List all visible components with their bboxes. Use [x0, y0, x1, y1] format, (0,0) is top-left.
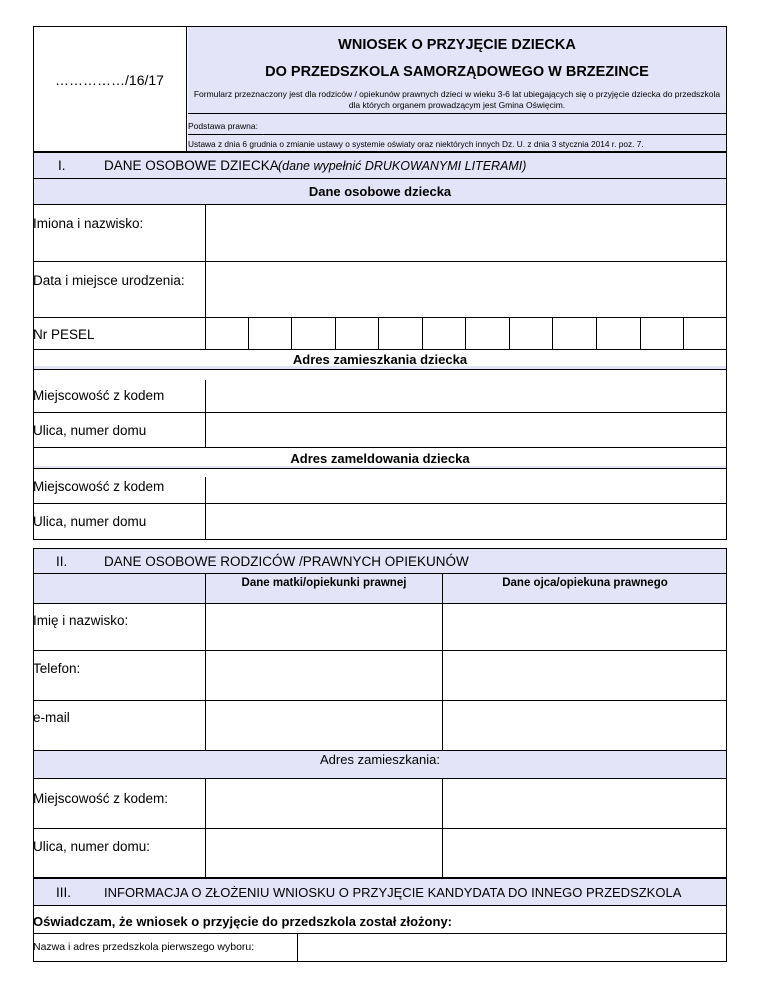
section2-header [33, 548, 727, 574]
pesel-digit-input[interactable] [553, 319, 596, 349]
pesel-cell-divider [509, 318, 510, 350]
section1-title: DANE OSOBOWE DZIECKA [104, 158, 279, 173]
pesel-cell-divider [596, 318, 597, 350]
pesel-digit-input[interactable] [336, 319, 378, 349]
legal-basis-text: Ustawa z dnia 6 grudnia o zmianie ustawy o systemie oświaty oraz niektórych innych Dz. U. z dnia 3 stycznia 2014 r. poz. 7. [188, 139, 644, 149]
residence-street-input[interactable] [206, 414, 726, 447]
pesel-cell-divider [422, 318, 423, 350]
statement-text: Oświadczam, że wniosek o przyjęcie do przedszkola został złożony: [33, 914, 453, 929]
pesel-cell-divider [552, 318, 553, 350]
mother-email-input[interactable] [206, 702, 442, 750]
mother-street-input[interactable] [206, 830, 442, 877]
child-birth-label: Data i miejsce urodzenia: [33, 272, 185, 288]
form-description: Formularz przeznaczony jest dla rodziców / opiekunów prawnych dzieci w wieku 3-6 lat ubiegających się o przyjęcie dziecka do przedszkola dla których organem prowadzącym jest Gmina Oświęcim. [193, 89, 721, 110]
pesel-digit-input[interactable] [597, 319, 640, 349]
registered-header: Adres zameldowania dziecka [33, 448, 727, 469]
residence-street-label: Ulica, numer domu [33, 423, 147, 438]
father-street-input[interactable] [443, 830, 726, 877]
pesel-digit-input[interactable] [379, 319, 422, 349]
pesel-cell-divider [640, 318, 641, 350]
section1-note: (dane wypełnić DRUKOWANYMI LITERAMI) [278, 158, 527, 173]
section3-header [33, 878, 727, 906]
section3-number: III. [56, 884, 72, 900]
section2-title: DANE OSOBOWE RODZICÓW /PRAWNYCH OPIEKUNÓW [104, 553, 469, 569]
parent-address-header: Adres zamieszkania: [33, 751, 727, 779]
residence-city-input[interactable] [206, 381, 726, 412]
form-title-line1: WNIOSEK O PRZYJĘCIE DZIECKA [338, 37, 576, 53]
first-choice-input[interactable] [298, 935, 726, 961]
registered-city-input[interactable] [206, 478, 726, 503]
form-title-line2: DO PRZEDSZKOLA SAMORZĄDOWEGO W BRZEZINCE [265, 64, 649, 80]
pesel-digit-input[interactable] [206, 319, 248, 349]
section1-number: I. [58, 158, 66, 173]
header-divider-2 [188, 134, 726, 135]
application-number-text: ……………/16/17 [55, 72, 164, 88]
parent-street-label: Ulica, numer domu: [33, 838, 151, 854]
parent-city-label: Miejscowość z kodem: [33, 790, 169, 806]
mother-header: Dane matki/opiekunki prawnej [241, 577, 407, 589]
mother-phone-input[interactable] [206, 652, 442, 700]
parent-name-label: Imię i nazwisko: [33, 612, 129, 628]
header-divider [188, 113, 726, 114]
pesel-label: Nr PESEL [33, 326, 95, 342]
pesel-digit-input[interactable] [292, 319, 335, 349]
child-name-input[interactable] [206, 206, 726, 261]
pesel-cell-divider [465, 318, 466, 350]
residence-city-label: Miejscowość z kodem [33, 387, 165, 403]
residence-header: Adres zamieszkania dziecka [33, 350, 727, 370]
pesel-cell-divider [378, 318, 379, 350]
section3-title: INFORMACJA O ZŁOŻENIU WNIOSKU O PRZYJĘCIE KANDYDATA DO INNEGO PRZEDSZKOLA [104, 884, 682, 900]
section2-number: II. [56, 553, 68, 569]
parent-phone-label: Telefon: [33, 660, 81, 676]
pesel-digit-input[interactable] [684, 319, 727, 349]
father-email-input[interactable] [443, 702, 726, 750]
registered-street-input[interactable] [206, 505, 726, 539]
child-name-label: Imiona i nazwisko: [33, 215, 144, 231]
pesel-cell-divider [205, 318, 206, 350]
pesel-cell-divider [683, 318, 684, 350]
mother-name-input[interactable] [206, 605, 442, 650]
pesel-cell-divider [291, 318, 292, 350]
child-birth-input[interactable] [206, 263, 726, 317]
registered-street-label: Ulica, numer domu [33, 513, 147, 529]
parent-email-label: e-mail [33, 709, 70, 725]
pesel-digit-input[interactable] [641, 319, 683, 349]
father-city-input[interactable] [443, 780, 726, 828]
first-choice-label: Nazwa i adres przedszkola pierwszego wyboru: [33, 941, 255, 953]
pesel-digit-input[interactable] [249, 319, 291, 349]
pesel-digit-input[interactable] [510, 319, 552, 349]
legal-basis-label: Podstawa prawna: [188, 121, 258, 131]
father-header: Dane ojca/opiekuna prawnego [502, 577, 668, 589]
section1-header [33, 152, 727, 179]
father-name-input[interactable] [443, 605, 726, 650]
child-data-header: Dane osobowe dziecka [33, 179, 727, 205]
pesel-cell-divider [248, 318, 249, 350]
father-phone-input[interactable] [443, 652, 726, 700]
application-number [33, 26, 187, 152]
pesel-cell-divider [335, 318, 336, 350]
registered-city-label: Miejscowość z kodem [33, 479, 165, 494]
pesel-digit-input[interactable] [466, 319, 509, 349]
mother-city-input[interactable] [206, 780, 442, 828]
pesel-digit-input[interactable] [423, 319, 465, 349]
